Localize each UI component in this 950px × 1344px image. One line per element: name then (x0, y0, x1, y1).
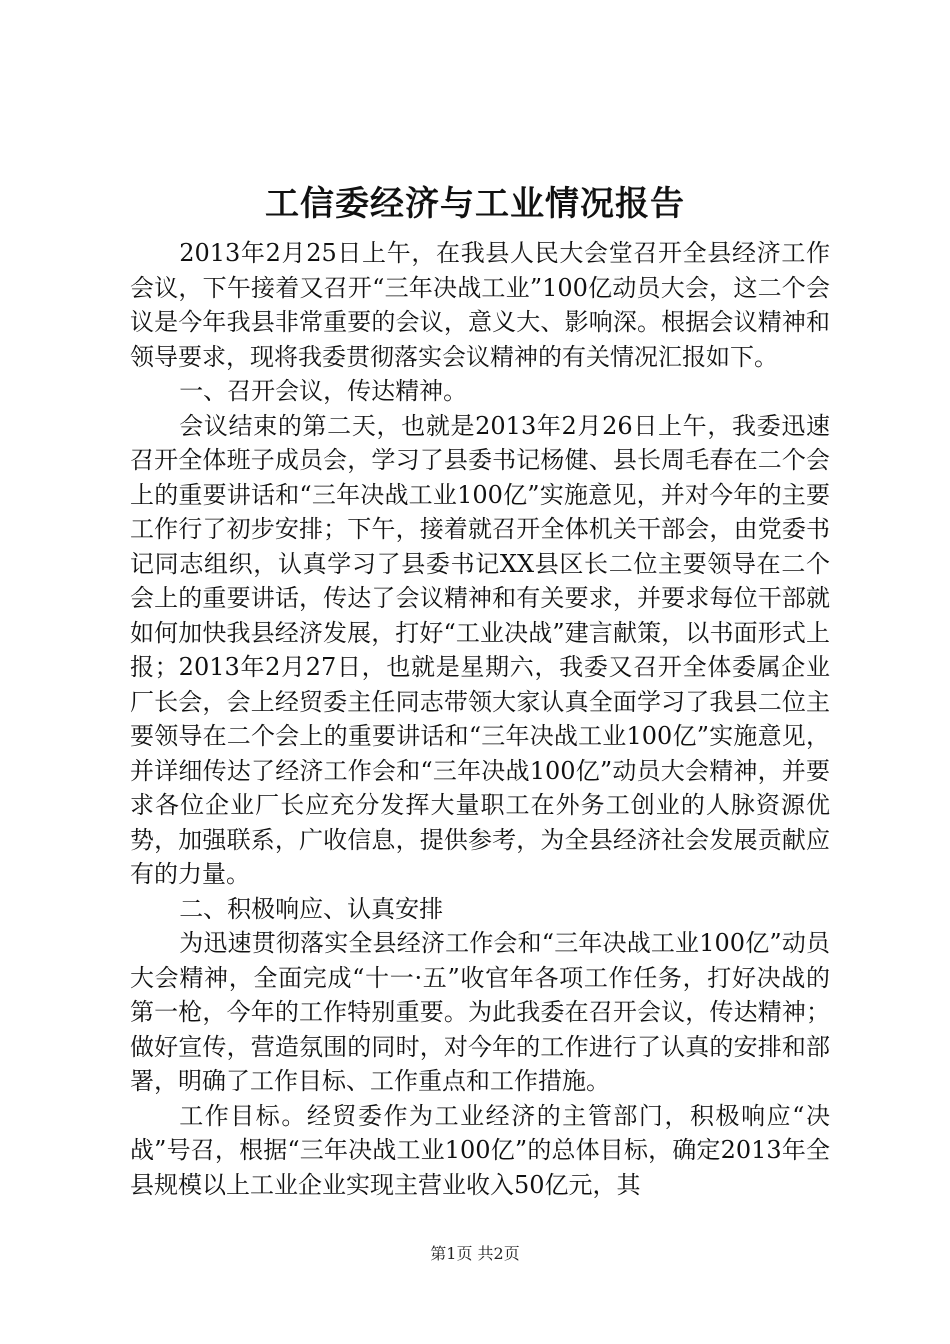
section-heading-1: 一、召开会议，传达精神。 (179, 377, 468, 405)
paragraph-intro: 2013年2月25日上午，在我县人民大会堂召开全县经济工作会议，下午接着又召开“三年决战工业”100亿动员大会，这二个会议是今年我县非常重要的会议，意义大、影响深。根据会议精神和领导要求，现将我委贯彻落实会议精神的有关情况汇报如下。 (130, 239, 830, 371)
section-heading-2: 二、积极响应、认真安排 (179, 894, 444, 923)
document-body (130, 236, 830, 1202)
paragraph-section-2: 为迅速贯彻落实全县经济工作会和“三年决战工业100亿”动员大会精神，全面完成“十一·五”收官年各项工作任务，打好决战的第一枪，今年的工作特别重要。为此我委在召开会议，传达精神；做好宣传，营造氛围的同时，对今年的工作进行了认真的安排和部署，明确了工作目标、工作重点和工作措施。 (130, 929, 830, 1095)
paragraph-section-1: 会议结束的第二天，也就是2013年2月26日上午，我委迅速召开全体班子成员会，学习了县委书记杨健、县长周毛春在二个会上的重要讲话和“三年决战工业100亿”实施意见，并对今年的主要工作行了初步安排；下午，接着就召开全体机关干部会，由党委书记同志组织，认真学习了县委书记XX县区长二位主要领导在二个会上的重要讲话，传达了会议精神和有关要求，并要求每位干部就如何加快我县经济发展，打好“工业决战”建言献策，以书面形式上报；2013年2月27日，也就是星期六，我委又召开全体委属企业厂长会，会上经贸委主任同志带领大家认真全面学习了我县二位主要领导在二个会上的重要讲话和“三年决战工业100亿”实施意见，并详细传达了经济工作会和“三年决战100亿”动员大会精神，并要求各位企业厂长应充分发挥大量职工在外务工创业的人脉资源优势，加强联系，广收信息，提供参考，为全县经济社会发展贡献应有的力量。 (130, 411, 830, 888)
paragraph-work-goals: 工作目标。经贸委作为工业经济的主管部门，积极响应“决战”号召，根据“三年决战工业100亿”的总体目标，确定2013年全县规模以上工业企业实现主营业收入50亿元，其 (130, 1101, 830, 1199)
document-title: 工信委经济与工业情况报告 (265, 184, 685, 224)
page-number-footer: 第1页 共2页 (430, 1244, 520, 1263)
